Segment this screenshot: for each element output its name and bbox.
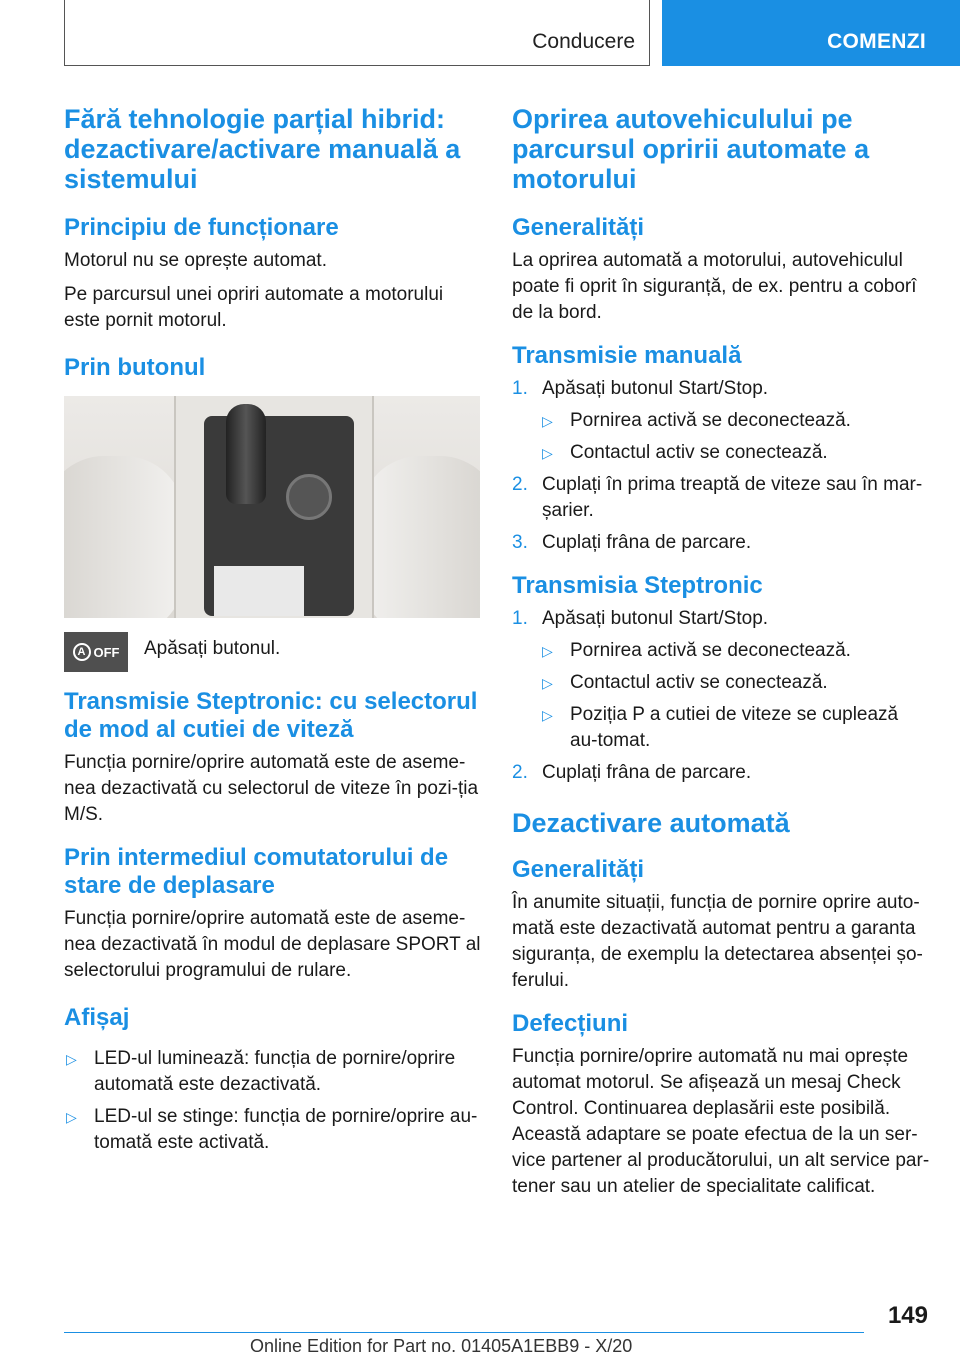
heading-by-button: Prin butonul: [64, 354, 206, 381]
button-caption: Apăsați butonul.: [144, 638, 281, 659]
display-list: [64, 1046, 482, 1156]
bullet-triangle-icon: ▷: [542, 675, 553, 691]
header-section-label: Conducere: [532, 30, 635, 53]
bullet-triangle-icon: ▷: [66, 1051, 77, 1067]
seat-right: [360, 456, 480, 618]
manual-steps-cont: [512, 472, 930, 556]
button-caption-row: [64, 632, 482, 672]
steptronic-substeps: [512, 638, 930, 754]
steptronic-selector-p: Funcția pornire/oprire automată este de aseme-nea dezactivată cu selectorul de viteze în pozi-ția M/S.: [64, 752, 479, 825]
header-section-tab: [64, 0, 650, 66]
header-chapter-tab: [662, 0, 960, 66]
footer-edition: Online Edition for Part no. 01405A1EBB9 - X/20: [250, 1336, 633, 1356]
list-item: ▷ Contactul activ se conectează.: [512, 670, 930, 696]
steptronic-steps-cont: [512, 760, 930, 786]
heading-general-2: Generalități: [512, 856, 645, 883]
faults-p: Funcția pornire/oprire automată nu mai oprește automat motorul. Se afișează un mesaj Check Control. Continuarea deplasării este posibilă. Această adaptare se poate efectua de la un ser-vice partener al producătorului, un alt service par-tener sau un atelier de specialitate calificat.: [512, 1046, 930, 1197]
list-item: 2. Cuplați în prima treaptă de viteze sau în mar-șarier.: [512, 474, 923, 521]
bullet-triangle-icon: ▷: [542, 413, 553, 429]
left-column: [64, 104, 482, 1162]
controller-knob: [286, 474, 332, 520]
general-2-p: În anumite situații, funcția de pornire oprire auto-mată este dezactivată automat pentru a garanta siguranța, de exemplu la detectarea absenței șo-ferului.: [512, 892, 923, 991]
right-title: Oprirea autovehiculului pe parcursul opririi automate a motorului: [512, 104, 870, 194]
heading-display: Afișaj: [64, 1004, 130, 1031]
heading-general-1: Generalități: [512, 214, 645, 241]
principle-p2: Pe parcursul unei opriri automate a motorului este pornit motorul.: [64, 284, 444, 331]
drive-mode-switch-p: Funcția pornire/oprire automată este de aseme-nea dezactivată în modul de deplasare SPORT al selectorului programului de rulare.: [64, 908, 481, 981]
steptronic-steps: [512, 606, 930, 632]
header-chapter-label: COMENZI: [827, 30, 926, 53]
heading-drive-mode-switch: Prin intermediul comutatorului de stare de deplasare: [64, 844, 449, 899]
bullet-triangle-icon: ▷: [542, 643, 553, 659]
console-tray: [214, 566, 304, 616]
heading-manual-transmission: Transmisie manuală: [512, 342, 742, 369]
list-item: ▷ Contactul activ se conectează.: [512, 440, 930, 466]
seat-left: [64, 456, 184, 618]
principle-p1: Motorul nu se oprește automat.: [64, 250, 327, 271]
list-item: ▷ LED-ul se stinge: funcția de pornire/oprire au-tomată este activată.: [66, 1106, 478, 1153]
manual-steps: [512, 376, 930, 402]
list-item: ▷ LED-ul luminează: funcția de pornire/oprire automată este dezactivată.: [66, 1048, 456, 1095]
right-column: [512, 104, 930, 1208]
auto-start-stop-off-icon: A OFF: [64, 632, 128, 672]
bullet-triangle-icon: ▷: [542, 707, 553, 723]
bullet-triangle-icon: ▷: [542, 445, 553, 461]
page-number: 149: [887, 1302, 928, 1329]
gear-selector: [226, 404, 266, 504]
list-item: 2. Cuplați frâna de parcare.: [512, 762, 752, 783]
heading-steptronic: Transmisia Steptronic: [512, 572, 763, 599]
list-item: 1. Apăsați butonul Start/Stop.: [512, 378, 769, 399]
list-item: 1. Apăsați butonul Start/Stop.: [512, 608, 769, 629]
manual-substeps: [512, 408, 930, 466]
list-item: ▷ Pornirea activă se deconectează.: [512, 408, 930, 434]
center-console-photo: [64, 396, 480, 618]
icon-off-label: OFF: [93, 644, 120, 660]
list-item: ▷ Poziția P a cutiei de viteze se cuplează au-tomat.: [542, 704, 899, 751]
left-title: Fără tehnologie parțial hibrid: dezactivare/activare manuală a sistemului: [64, 104, 461, 194]
list-item: 3. Cuplați frâna de parcare.: [512, 532, 752, 553]
heading-faults: Defecțiuni: [512, 1010, 629, 1037]
title-auto-deactivation: Dezactivare automată: [512, 808, 790, 838]
heading-principle: Principiu de funcționare: [64, 214, 339, 241]
footer-divider: [64, 1332, 864, 1333]
heading-steptronic-selector: Transmisie Steptronic: cu selectorul de mod al cutiei de viteză: [64, 688, 478, 743]
bullet-triangle-icon: ▷: [66, 1109, 77, 1125]
general-1-p: La oprirea automată a motorului, autovehiculul poate fi oprit în siguranță, de ex. pentru a coborî de la bord.: [512, 250, 917, 323]
list-item: ▷ Pornirea activă se deconectează.: [512, 638, 930, 664]
